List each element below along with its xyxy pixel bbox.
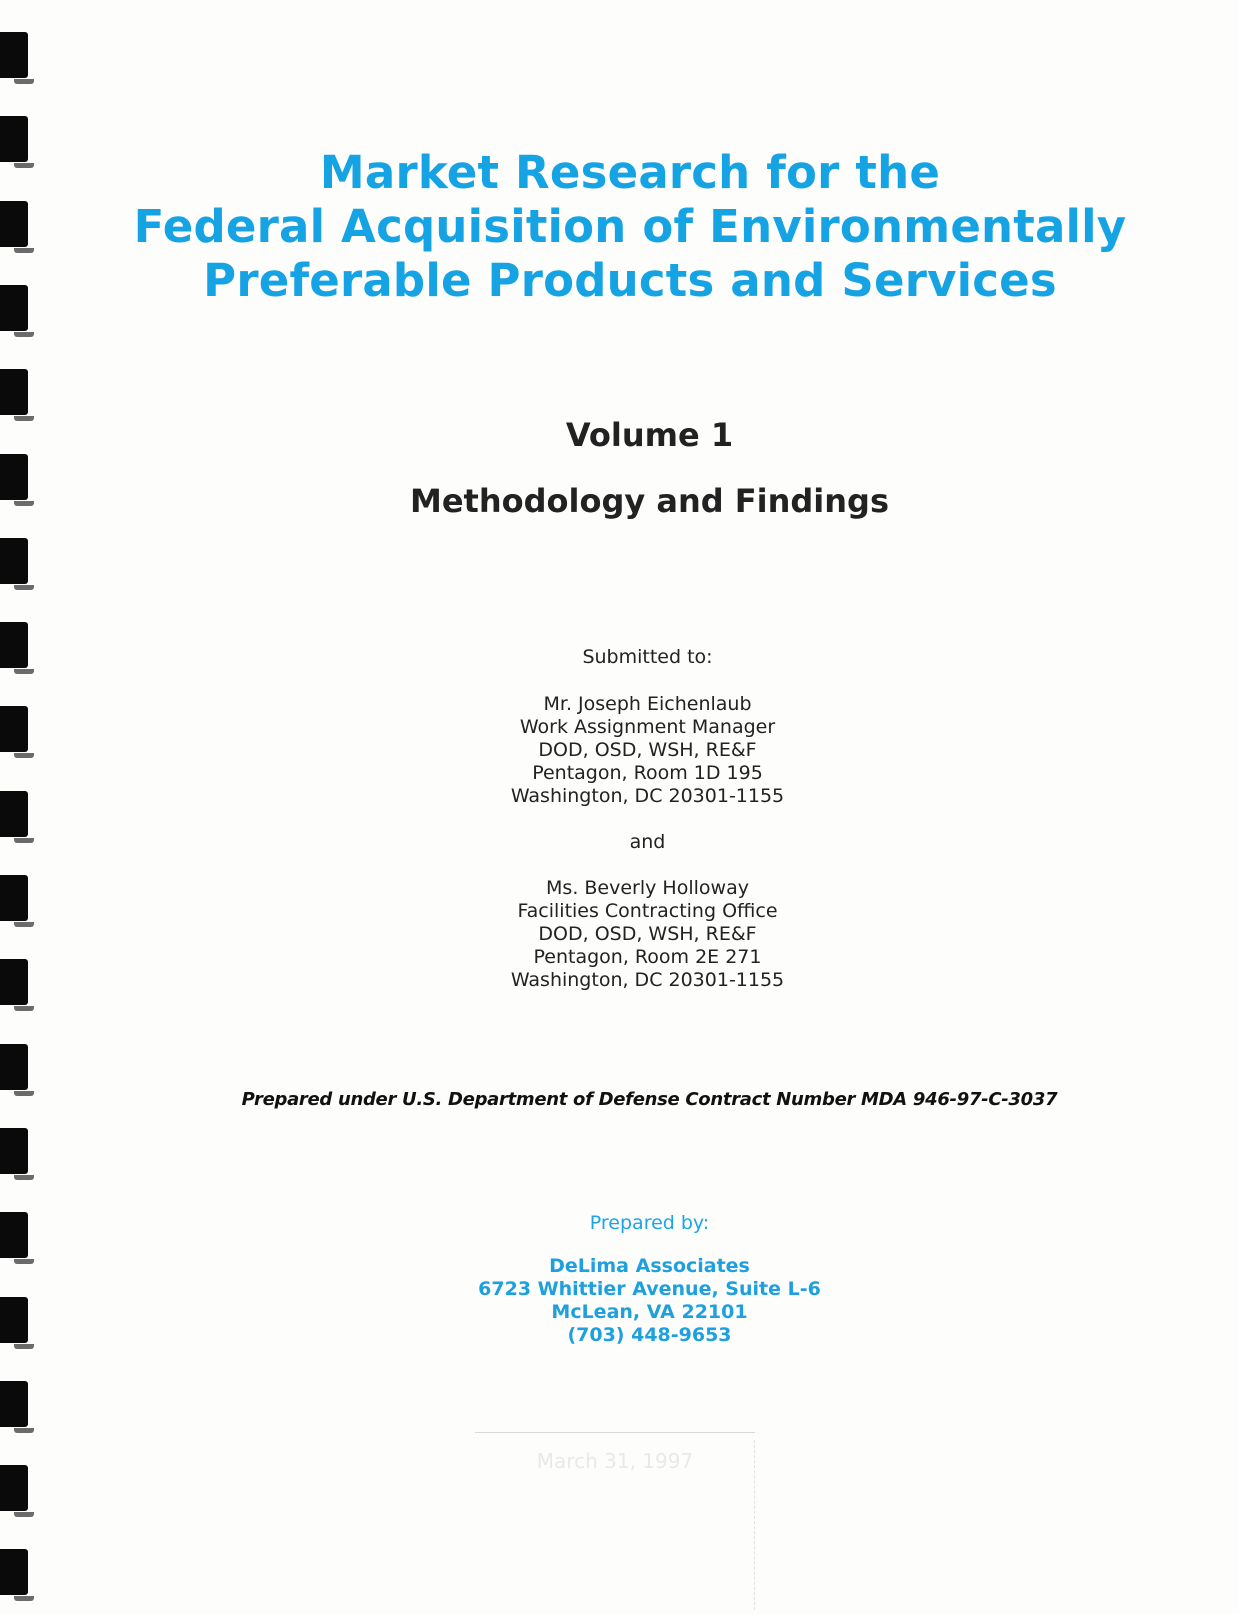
contract-statement: Prepared under U.S. Department of Defense Contract Number MDA 946-97-C-3037 xyxy=(241,1089,1058,1110)
recipient-2-room: Pentagon, Room 2E 271 xyxy=(533,946,762,968)
binding-hole xyxy=(0,706,28,752)
binding-hole xyxy=(0,1044,28,1090)
recipient-1-address xyxy=(28,693,1239,808)
and-separator: and xyxy=(629,831,666,853)
prepared-by-label: Prepared by: xyxy=(589,1212,710,1234)
binding-hole xyxy=(0,32,28,78)
recipient-1-room: Pentagon, Room 1D 195 xyxy=(532,762,763,784)
binding-hole xyxy=(0,285,28,331)
binding-hole xyxy=(0,959,28,1005)
binding-hole xyxy=(0,454,28,500)
date-box-top-line xyxy=(475,1432,755,1433)
recipient-2-city: Washington, DC 20301-1155 xyxy=(510,969,785,991)
report-title xyxy=(70,146,1190,308)
recipient-2-name: Ms. Beverly Holloway xyxy=(546,877,749,899)
binding-hole xyxy=(0,369,28,415)
binding-hole xyxy=(0,1212,28,1258)
preparer-city: McLean, VA 22101 xyxy=(551,1301,748,1323)
preparer-name: DeLima Associates xyxy=(549,1255,750,1277)
binding-hole xyxy=(0,1297,28,1343)
preparer-address xyxy=(30,1255,1239,1347)
recipient-1-name: Mr. Joseph Eichenlaub xyxy=(543,693,752,715)
binding-hole xyxy=(0,116,28,162)
binding-hole xyxy=(0,201,28,247)
title-line-2: Federal Acquisition of Environmentally xyxy=(133,200,1127,253)
preparer-street: 6723 Whittier Avenue, Suite L-6 xyxy=(478,1278,821,1300)
recipient-2-address xyxy=(28,877,1239,992)
recipient-1-city: Washington, DC 20301-1155 xyxy=(510,785,785,807)
volume-subtitle: Methodology and Findings xyxy=(410,482,889,520)
binding-hole xyxy=(0,1381,28,1427)
submitted-to-label: Submitted to: xyxy=(582,646,713,668)
recipient-1-org: DOD, OSD, WSH, RE&F xyxy=(538,739,757,761)
binding-hole xyxy=(0,791,28,837)
binding-hole xyxy=(0,1549,28,1595)
binding-hole xyxy=(0,622,28,668)
binding-hole xyxy=(0,1128,28,1174)
title-line-1: Market Research for the xyxy=(319,146,941,199)
binding-hole xyxy=(0,1465,28,1511)
recipient-2-role: Facilities Contracting Office xyxy=(517,900,778,922)
recipient-1-role: Work Assignment Manager xyxy=(519,716,776,738)
binding-hole xyxy=(0,538,28,584)
recipient-2-org: DOD, OSD, WSH, RE&F xyxy=(538,923,757,945)
binding-hole xyxy=(0,875,28,921)
volume-label: Volume 1 xyxy=(565,416,734,454)
report-date: March 31, 1997 xyxy=(536,1449,694,1473)
title-line-3: Preferable Products and Services xyxy=(203,254,1057,307)
preparer-phone: (703) 448-9653 xyxy=(567,1324,732,1346)
